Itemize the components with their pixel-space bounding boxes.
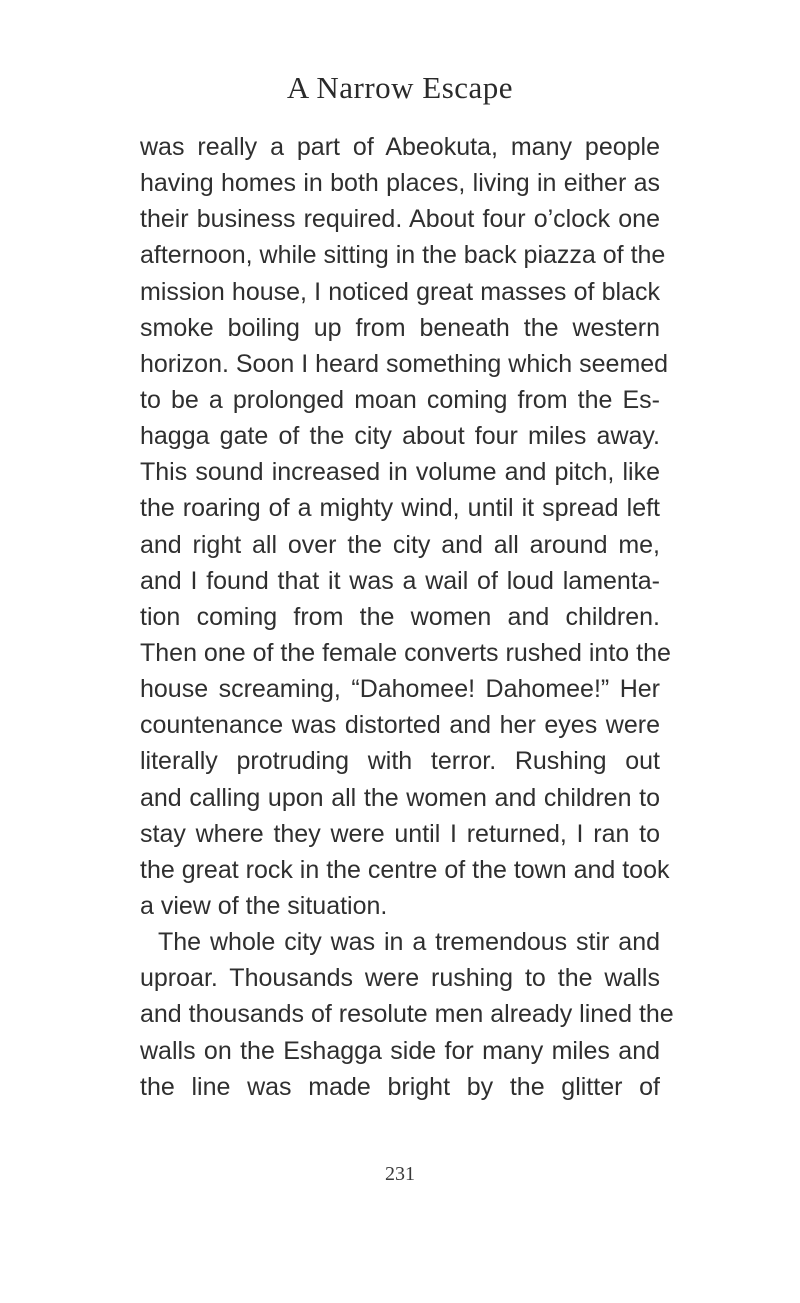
text-line: The whole city was in a tremendous stir and bbox=[158, 928, 660, 957]
text-line: hagga gate of the city about four miles away. bbox=[140, 422, 660, 451]
text-line: and right all over the city and all around me, bbox=[140, 530, 660, 559]
text-line: horizon. Soon I heard something which seemed bbox=[140, 349, 669, 378]
text-line: and calling upon all the women and children to bbox=[140, 783, 660, 812]
text-line: This sound increased in volume and pitch, like bbox=[140, 458, 660, 487]
page-number: 231 bbox=[385, 1163, 415, 1185]
text-line: the line was made bright by the glitter of bbox=[140, 1072, 660, 1101]
text-line: tion coming from the women and children. bbox=[140, 602, 660, 631]
text-line: having homes in both places, living in either as bbox=[140, 169, 660, 198]
text-line: smoke boiling up from beneath the western bbox=[140, 313, 660, 342]
text-line: house screaming, “Dahomee! Dahomee!” Her bbox=[140, 675, 660, 704]
text-line: was really a part of Abeokuta, many people bbox=[140, 133, 660, 161]
text-line: literally protruding with terror. Rushing out bbox=[140, 747, 660, 776]
text-line: their business required. About four o’clock one bbox=[140, 205, 660, 234]
text-line: the roaring of a mighty wind, until it spread left bbox=[140, 494, 660, 523]
text-line: afternoon, while sitting in the back piazza of the bbox=[140, 241, 666, 270]
running-head: A Narrow Escape bbox=[286, 70, 514, 105]
text-line: walls on the Eshagga side for many miles and bbox=[140, 1036, 660, 1065]
text-line: stay where they were until I returned, I ran to bbox=[140, 819, 660, 848]
text-line: to be a prolonged moan coming from the Es- bbox=[140, 385, 660, 414]
text-line: Then one of the female converts rushed into the bbox=[140, 638, 671, 667]
text-line: mission house, I noticed great masses of black bbox=[140, 277, 660, 306]
paragraph bbox=[140, 924, 674, 1105]
text-line: and I found that it was a wail of loud lamenta- bbox=[140, 566, 660, 595]
body-text bbox=[140, 129, 674, 1105]
text-line: uproar. Thousands were rushing to the walls bbox=[140, 964, 660, 993]
text-line: countenance was distorted and her eyes were bbox=[140, 711, 660, 740]
text-line: the great rock in the centre of the town and took bbox=[140, 855, 670, 884]
text-line: and thousands of resolute men already lined the bbox=[140, 1000, 674, 1029]
text-line: a view of the situation. bbox=[140, 891, 388, 920]
paragraph bbox=[140, 129, 671, 924]
